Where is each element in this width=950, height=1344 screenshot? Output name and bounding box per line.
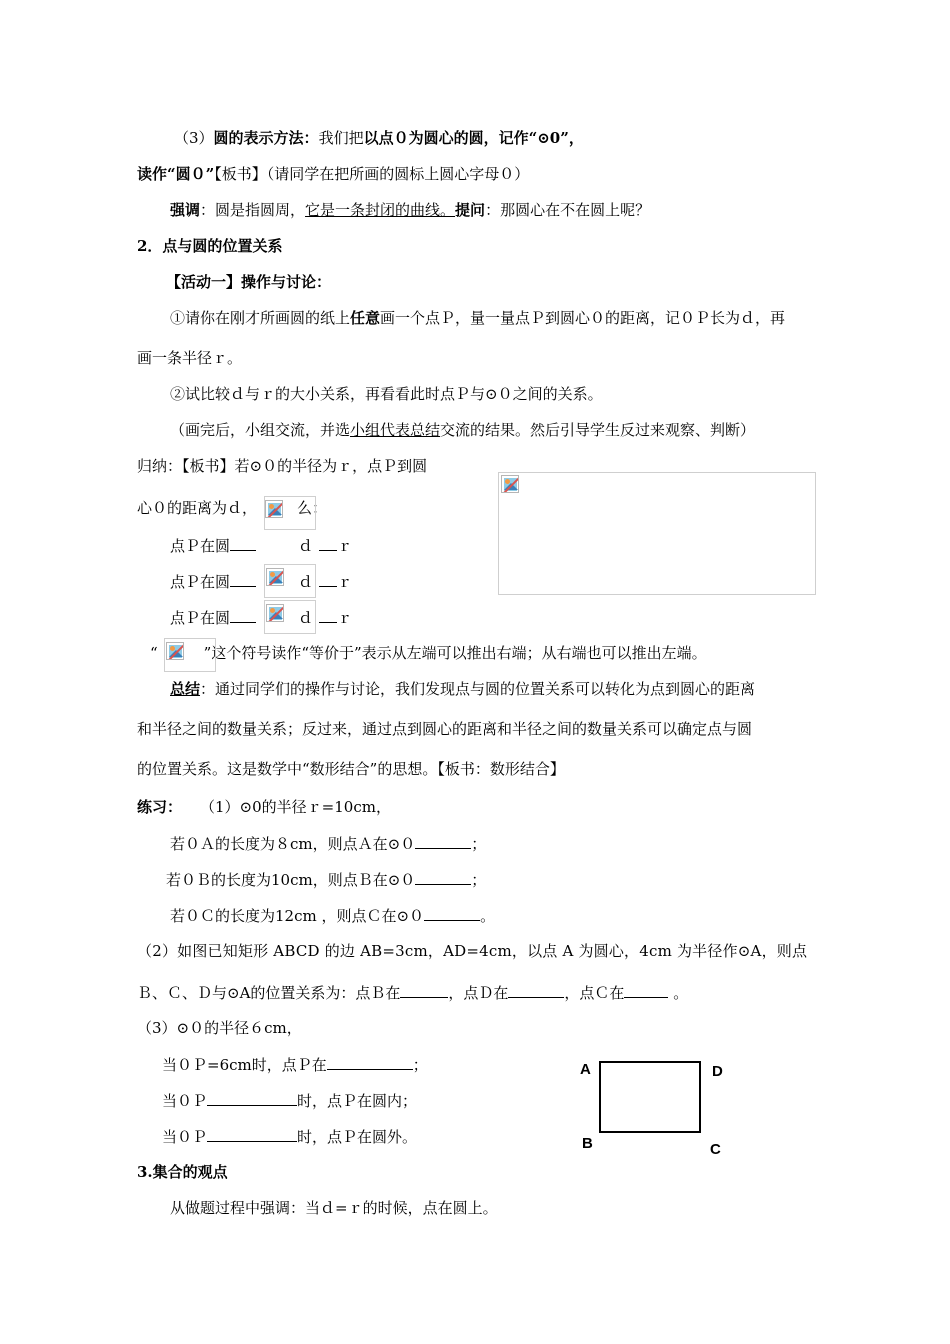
q2-blank-d	[508, 982, 564, 998]
note-underlined: 小组代表总结	[350, 421, 441, 439]
question-label: 提问	[455, 201, 486, 219]
para-number: （3）	[174, 129, 214, 147]
conclusion-line-1: 归纳：【板书】若⊙０的半径为ｒ，点Ｐ到圆	[137, 457, 428, 475]
diagram-placeholder-frame	[498, 472, 816, 595]
row-3-blank-1	[230, 607, 256, 623]
summary-label: 总结	[170, 680, 201, 698]
vertex-label-b: B	[582, 1135, 593, 1152]
row-3-blank-2	[319, 607, 337, 623]
q3b-end: 时，点Ｐ在圆内；	[297, 1092, 418, 1110]
row-2-text: 点Ｐ在圆	[170, 573, 231, 591]
q1a-text: 若０Ａ的长度为８cm，则点Ａ在⊙０	[170, 835, 416, 853]
q1c-blank	[424, 905, 480, 921]
rectangle-abcd	[600, 1062, 700, 1132]
practice-q1-text: （1）⊙0的半径ｒ=10cm，	[200, 798, 391, 816]
q1c-text: 若０Ｃ的长度为12cm ，则点Ｃ在⊙０	[170, 907, 425, 925]
row-1-blank-2	[319, 535, 337, 551]
row-1-r: ｒ	[337, 537, 353, 555]
rectangle-abcd-figure	[570, 1050, 740, 1170]
reading-bold: 读作“圆０”	[137, 165, 215, 183]
row-3-r: ｒ	[337, 609, 353, 627]
row-1-d: ｄ	[298, 537, 314, 555]
broken-image-icon	[266, 568, 284, 586]
summary-line-3: 的位置关系。这是数学中“数形结合”的思想。【板书：数形结合】	[137, 760, 565, 778]
q1b-blank	[415, 869, 471, 885]
reading-text: 【板书】（请同学在把所画的圆标上圆心字母０）	[214, 165, 530, 183]
relation-row-1	[170, 535, 352, 556]
row-2-blank-1	[230, 571, 256, 587]
row-2-r: ｒ	[337, 573, 353, 591]
step-1-text-a: ①请你在刚才所画圆的纸上	[170, 309, 351, 327]
activity-title: 【活动一】操作与讨论：	[166, 273, 332, 291]
row-2-d: ｄ	[298, 573, 314, 591]
notation-heading: 圆的表示方法：	[213, 129, 319, 147]
relation-row-2	[170, 571, 352, 592]
q3c-text: 当０Ｐ	[162, 1128, 208, 1146]
q3b-text: 当０Ｐ	[162, 1092, 208, 1110]
notation-emphasis: 以点０为圆心的圆，记作“⊙0”，	[363, 129, 584, 147]
practice-q1	[137, 797, 391, 817]
section-2-heading: 2．点与圆的位置关系	[137, 237, 283, 255]
teacher-note	[170, 420, 755, 440]
relation-row-3	[170, 607, 352, 628]
row-1-text: 点Ｐ在圆	[170, 537, 231, 555]
row-3-d: ｄ	[298, 609, 314, 627]
row-1-blank-1	[230, 535, 256, 551]
q2-text-c: ，点Ｃ在	[564, 984, 625, 1002]
para-emphasis	[170, 200, 650, 220]
notation-text: 我们把	[318, 129, 364, 147]
conclusion-line-2-b: 么：	[297, 499, 328, 517]
practice-q3-a	[162, 1054, 428, 1075]
para-circle-notation	[174, 128, 584, 148]
step-1	[170, 308, 785, 328]
step-1-line-2: 画一条半径ｒ。	[137, 349, 243, 367]
broken-image-icon	[266, 604, 284, 622]
step-1-text-b: 画一个点Ｐ，量一量点Ｐ到圆心０的距离，记０Ｐ长为ｄ，再	[380, 309, 786, 327]
q1a-blank	[415, 833, 471, 849]
q3a-blank	[327, 1054, 413, 1070]
practice-q2-line-2	[137, 982, 688, 1003]
practice-q1-c	[170, 905, 495, 926]
vertex-label-d: D	[712, 1063, 723, 1080]
section-3-heading: 3.集合的观点	[137, 1163, 228, 1181]
para-circle-reading	[137, 164, 529, 184]
equivalence-symbol-line	[150, 643, 707, 663]
q2-text-a: Ｂ、Ｃ、Ｄ与⊙A的位置关系为：点Ｂ在	[137, 984, 401, 1002]
equivalence-text: ”这个符号读作“等价于”表示从左端可以推出右端；从右端也可以推出左端。	[203, 644, 707, 662]
q1a-end: ；	[471, 835, 487, 853]
open-quote: “	[150, 644, 158, 662]
q2-text-d: 。	[668, 984, 689, 1002]
broken-image-icon	[166, 642, 184, 660]
emphasis-underlined: 它是一条封闭的曲线。	[305, 201, 456, 219]
question-text: ：那圆心在不在圆上呢？	[485, 201, 651, 219]
emphasis-label: 强调	[170, 201, 201, 219]
broken-image-icon	[265, 500, 283, 518]
q3a-end: ；	[412, 1056, 428, 1074]
q1b-text: 若０Ｂ的长度为10cm，则点Ｂ在⊙０	[166, 871, 416, 889]
note-text-b: 交流的结果。然后引导学生反过来观察、判断）	[440, 421, 756, 439]
q1c-end: 。	[480, 907, 496, 925]
emphasis-text: ：圆是指圆周，	[200, 201, 306, 219]
practice-q3: （3）⊙０的半径６cm，	[137, 1019, 302, 1037]
conclusion-line-2-a: 心０的距离为ｄ，	[137, 499, 258, 517]
step-2: ②试比较ｄ与ｒ的大小关系，再看看此时点Ｐ与⊙０之间的关系。	[170, 385, 603, 403]
practice-label: 练习：	[137, 798, 183, 816]
q3c-end: 时，点Ｐ在圆外。	[297, 1128, 418, 1146]
practice-q3-c	[162, 1126, 417, 1147]
note-text-a: （画完后，小组交流，并选	[170, 421, 351, 439]
vertex-label-c: C	[710, 1141, 721, 1158]
q3a-text: 当０Ｐ=6cm时，点Ｐ在	[162, 1056, 327, 1074]
q2-blank-c	[624, 982, 668, 998]
q2-text-b: ，点Ｄ在	[448, 984, 509, 1002]
practice-q3-b	[162, 1090, 417, 1111]
vertex-label-a: A	[580, 1061, 591, 1078]
broken-image-icon	[501, 475, 519, 493]
practice-q1-b	[166, 869, 486, 890]
q2-blank-b	[400, 982, 448, 998]
step-1-bold: 任意	[350, 309, 381, 327]
summary-line-1	[170, 679, 755, 699]
final-emphasis: 从做题过程中强调：当ｄ=ｒ的时候，点在圆上。	[170, 1199, 498, 1217]
summary-text-1: ：通过同学们的操作与讨论，我们发现点与圆的位置关系可以转化为点到圆心的距离	[200, 680, 756, 698]
q3c-blank	[207, 1126, 297, 1142]
practice-q2-line-1: （2）如图已知矩形 ABCD 的边 AB=3cm，AD=4cm，以点 A 为圆心，4cm 为半径作⊙A，则点	[137, 942, 808, 960]
practice-q1-a	[170, 833, 486, 854]
summary-line-2: 和半径之间的数量关系；反过来，通过点到圆心的距离和半径之间的数量关系可以确定点与圆	[137, 720, 753, 738]
q1b-end: ；	[471, 871, 487, 889]
row-3-text: 点Ｐ在圆	[170, 609, 231, 627]
row-2-blank-2	[319, 571, 337, 587]
q3b-blank	[207, 1090, 297, 1106]
